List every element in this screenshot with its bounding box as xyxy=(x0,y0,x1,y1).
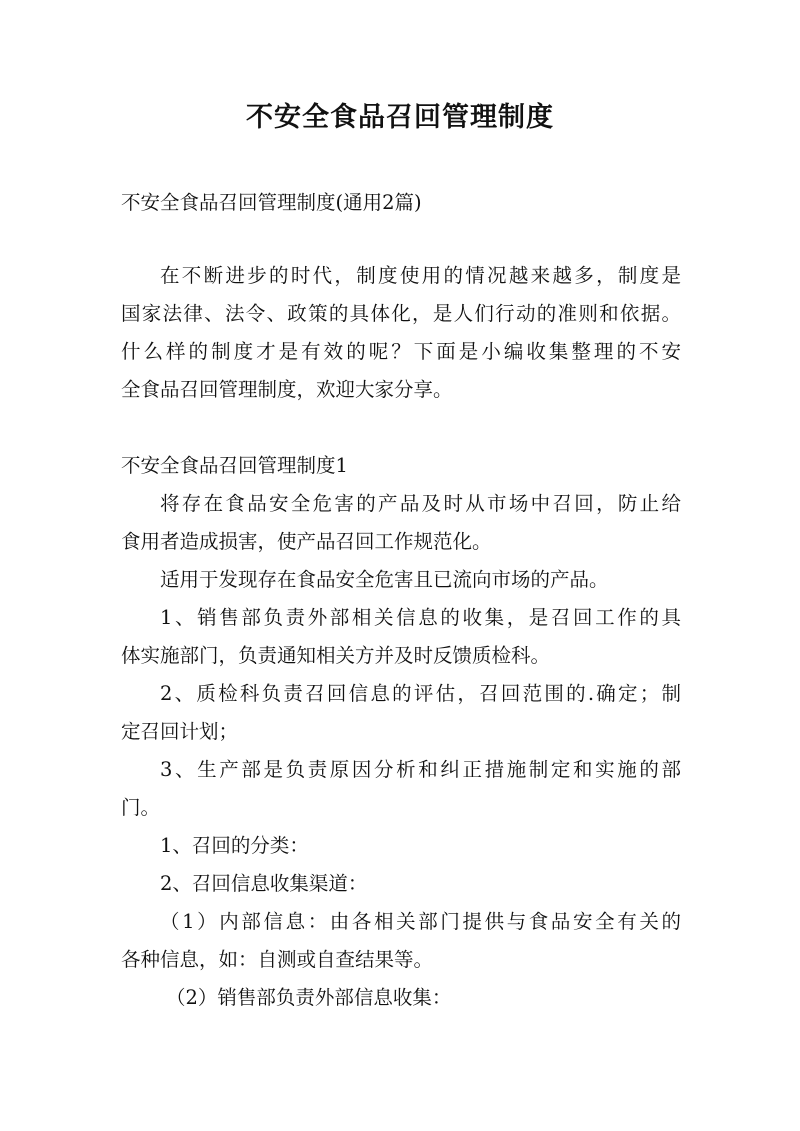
body-line: 体实施部门，负责通知相关方并及时反馈质检科。 xyxy=(121,644,551,667)
document-title: 不安全食品召回管理制度 xyxy=(246,102,554,133)
intro-line: 全食品召回管理制度，欢迎大家分享。 xyxy=(121,378,453,401)
body-line: 各种信息，如：自测或自查结果等。 xyxy=(121,948,434,971)
body-line: 3、生产部是负责原因分析和纠正措施制定和实施的部 xyxy=(160,758,681,781)
body-line: 适用于发现存在食品安全危害且已流向市场的产品。 xyxy=(160,568,609,591)
body-line: 1、销售部负责外部相关信息的收集，是召回工作的具 xyxy=(160,606,681,629)
body-line: （2）销售部负责外部信息收集： xyxy=(166,986,452,1009)
intro-line: 什么样的制度才是有效的呢？下面是小编收集整理的不安 xyxy=(121,340,681,363)
body-line: 2、召回信息收集渠道： xyxy=(160,872,368,895)
body-line: 定召回计划； xyxy=(121,720,239,743)
document-subtitle: 不安全食品召回管理制度(通用2篇) xyxy=(121,191,422,214)
intro-line: 国家法律、法令、政策的具体化，是人们行动的准则和依据。 xyxy=(121,302,681,325)
body-line: 门。 xyxy=(121,796,161,819)
intro-line: 在不断进步的时代，制度使用的情况越来越多，制度是 xyxy=(160,264,681,287)
body-line: （1）内部信息：由各相关部门提供与食品安全有关的 xyxy=(160,910,681,933)
body-line: 将存在食品安全危害的产品及时从市场中召回，防止给 xyxy=(160,492,681,515)
body-line: 1、召回的分类： xyxy=(160,834,309,857)
section-heading: 不安全食品召回管理制度1 xyxy=(121,454,348,477)
body-line: 2、质检科负责召回信息的评估，召回范围的.确定；制 xyxy=(160,682,681,705)
body-line: 食用者造成损害，使产品召回工作规范化。 xyxy=(121,530,492,553)
